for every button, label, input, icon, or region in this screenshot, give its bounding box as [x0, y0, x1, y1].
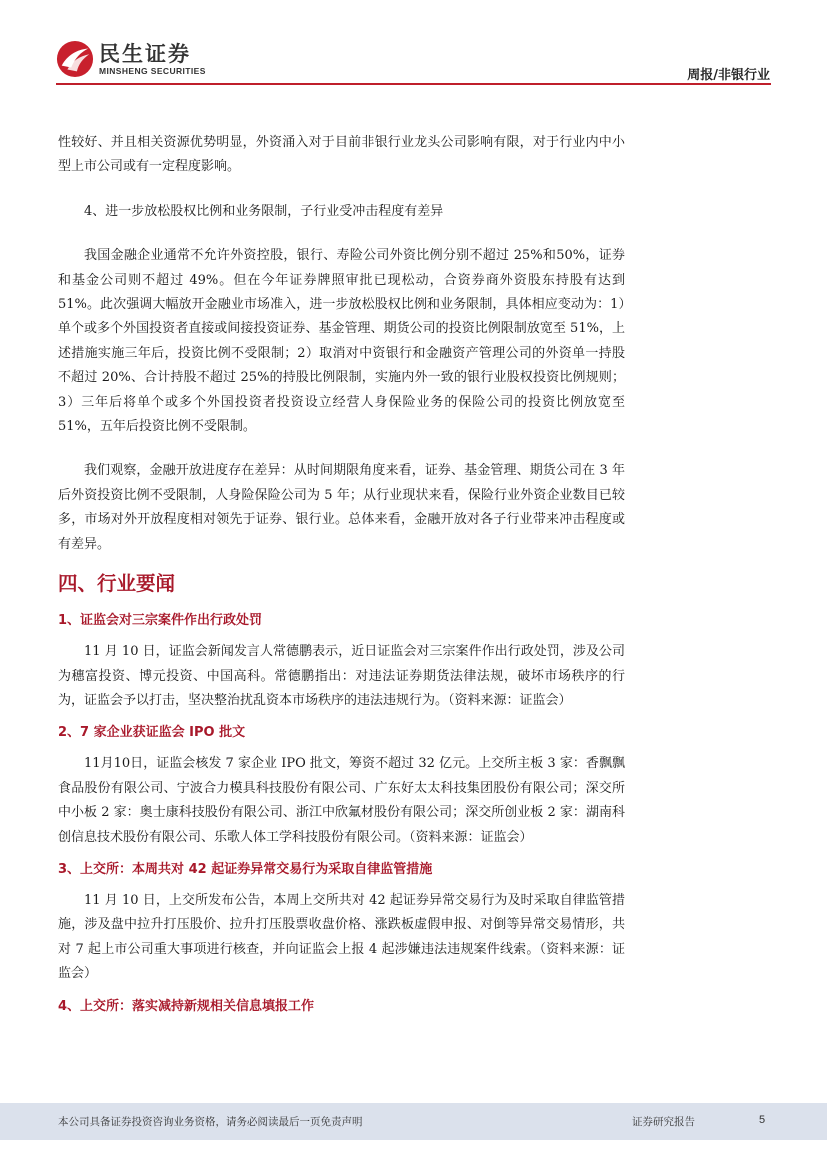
page-number: 5	[759, 1114, 766, 1126]
footer-disclaimer: 本公司具备证券投资咨询业务资格，请务必阅读最后一页免责声明	[58, 1116, 363, 1128]
paragraph-observation: 我们观察，金融开放进度存在差异：从时间期限角度来看，证券、基金管理、期货公司在 3 年后外资投资比例不受限制，人身险保险公司为 5 年；从行业现状来看，保险行业外资企业数目已较多，市场对外开放程度相对领先于证券、银行业。总体来看，金融开放对各子行业带来冲击程度或有差异。	[58, 463, 625, 552]
news-title-4: 4、上交所：落实减持新规相关信息填报工作	[58, 998, 315, 1014]
logo-english-name: MINSHENG SECURITIES	[99, 65, 206, 76]
paragraph-continued: 性较好、并且相关资源优势明显，外资涌入对于目前非银行业龙头公司影响有限，对于行业内中小型上市公司或有一定程度影响。	[58, 135, 625, 175]
news-text-2: 11月10日，证监会核发 7 家企业 IPO 批文，筹资不超过 32 亿元。上交所主板 3 家：香飘飘食品股份有限公司、宁波合力模具科技股份有限公司、广东好太太科技集团股份有限公司；深交所中小板 2 家：奥士康科技股份有限公司、浙江中欣氟材股份有限公司；深交所创业板 2 家：湖南科创信息技术股份有限公司、乐歌人体工学科技股份有限公司。（资料来源：证监会）	[58, 756, 625, 845]
news-title-1: 1、证监会对三宗案件作出行政处罚	[58, 613, 263, 629]
news-text-3: 11 月 10 日，上交所发布公告，本周上交所共对 42 起证券异常交易行为及时采取自律监管措施，涉及盘中拉升打压股价、拉升打压股票收盘价格、涨跌板虚假申报、对倒等异常交易情形，共对 7 起上市公司重大事项进行核查，并向证监会上报 4 起涉嫌违法违规案件线索。（资料来源：证监会）	[58, 892, 625, 982]
header-divider	[56, 83, 771, 85]
logo-chinese-name: 民生证券	[99, 41, 191, 66]
news-title-2: 2、7 家企业获证监会 IPO 批文	[58, 725, 246, 741]
paragraph-equity-limits: 我国金融企业通常不允许外资控股，银行、寿险公司外资比例分别不超过 25%和50%，证券和基金公司则不超过 49%。但在今年证券牌照审批已现松动，合资券商外资股东持股有达到 51%。此次强调大幅放开金融业市场准入，进一步放松股权比例和业务限制，具体相应变动为：1）单个或多个外国投资者直接或间接投资证券、基金管理、期货公司的投资比例限制放宽至 51%，上述措施实施三年后，投资比例不受限制；2）取消对中资银行和金融资产管理公司的外资单一持股不超过 20%、合计持股不超过 25%的持股比例限制，实施内外一致的银行业股权投资比例规则；3）三年后将单个或多个外国投资者投资设立经营人身保险业务的保险公司的投资比例放宽至 51%，五年后投资比例不受限制。	[58, 248, 625, 435]
section-title: 四、行业要闻	[58, 572, 176, 596]
minsheng-logo-icon	[56, 40, 94, 78]
news-text-1: 11 月 10 日，证监会新闻发言人常德鹏表示，近日证监会对三宗案件作出行政处罚，涉及公司为穗富投资、博元投资、中国高科。常德鹏指出：对违法证券期货法律法规，破坏市场秩序的行为，证监会予以打击，坚决整治扰乱资本市场秩序的违法违规行为。（资料来源：证监会）	[58, 644, 625, 708]
report-body	[58, 131, 625, 1018]
report-category: 周报/非银行业	[687, 68, 770, 83]
company-logo	[56, 40, 206, 78]
news-title-3: 3、上交所：本周共对 42 起证券异常交易行为采取自律监管措施	[58, 861, 433, 877]
page-footer	[0, 1103, 827, 1140]
footer-report-type: 证券研究报告	[632, 1116, 695, 1128]
subpoint-heading: 4、进一步放松股权比例和业务限制，子行业受冲击程度有差异	[84, 203, 444, 219]
